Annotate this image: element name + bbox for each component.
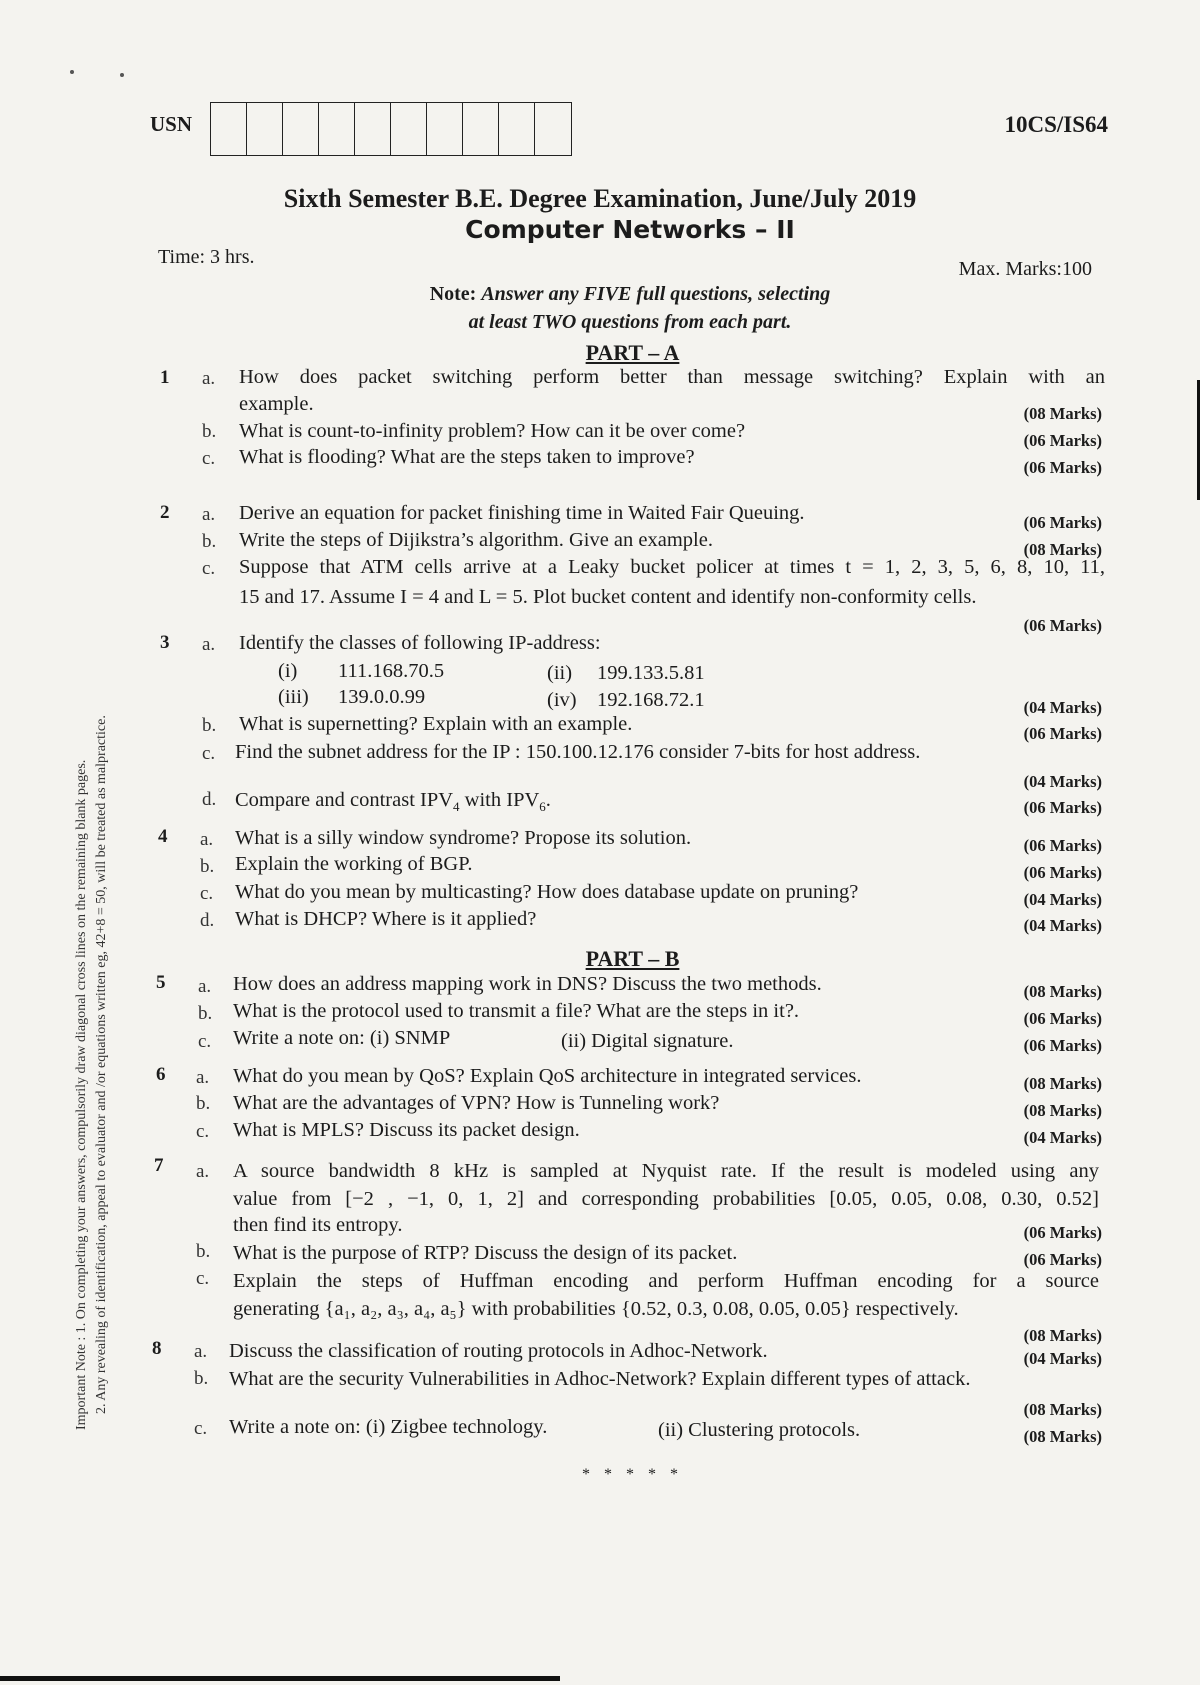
text-segment: Compare and contrast IPV — [235, 789, 454, 811]
subpart-label: c. — [198, 1031, 212, 1052]
marks-label: (04 Marks) — [1023, 890, 1102, 909]
marks-label: (08 Marks) — [1023, 1074, 1102, 1093]
question-text: Explain the working of BGP. — [235, 853, 473, 875]
side-note-line-2: 2. Any revealing of identification, appeal to evaluator and /or equations written eg, 42+8 = 50, will be treated as malpractice. — [94, 715, 109, 1414]
question-text: 15 and 17. Assume I = 4 and L = 5. Plot bucket content and identify non-conformity cells. — [239, 586, 977, 608]
question-text: Write a note on: (i) Zigbee technology. — [229, 1416, 548, 1438]
question-text: Find the subnet address for the IP : 150.100.12.176 consider 7-bits for host address. — [235, 741, 921, 763]
question-text: generating {a₁, a₂, a₃, a₄, a₅} with probabilities {0.52, 0.3, 0.08, 0.05, 0.05} respectively. — [233, 1298, 959, 1320]
subpart-label: b. — [202, 531, 217, 552]
part-b-heading: PART – B — [585, 946, 680, 971]
usn-box — [427, 103, 463, 155]
note-line-1: Answer any FIVE full questions, selecting — [481, 283, 831, 305]
question-text: What do you mean by multicasting? How does database update on pruning? — [235, 881, 859, 903]
subpart-label: b. — [196, 1241, 211, 1262]
subpart-label: b. — [196, 1093, 211, 1114]
marks-label: (06 Marks) — [1023, 458, 1102, 477]
ip-label: (ii) — [547, 662, 573, 684]
question-text: What is DHCP? Where is it applied? — [235, 908, 537, 930]
subpart-label: c. — [202, 448, 216, 469]
usn-box — [463, 103, 499, 155]
subpart-label: a. — [198, 976, 212, 997]
question-number: 8 — [152, 1338, 162, 1359]
question-text: What is count-to-infinity problem? How can it be over come? — [239, 420, 746, 442]
question-text: value from [−2 , −1, 0, 1, 2] and corresponding probabilities [0.05, 0.05, 0.08, 0.30, 0.52] — [233, 1188, 1099, 1210]
exam-title: Sixth Semester B.E. Degree Examination, June/July 2019 — [283, 184, 917, 213]
question-text: Write a note on: (i) SNMP — [233, 1027, 451, 1049]
marks-label: (04 Marks) — [1023, 1349, 1102, 1368]
usn-box — [247, 103, 283, 155]
subpart-label: a. — [194, 1341, 208, 1362]
marks-label: (08 Marks) — [1023, 1427, 1102, 1446]
question-text: What is supernetting? Explain with an example. — [239, 713, 633, 735]
question-text: What is flooding? What are the steps taken to improve? — [239, 446, 695, 468]
marks-label: (06 Marks) — [1023, 1009, 1102, 1028]
question-text: example. — [239, 393, 314, 415]
side-note-line-1: Important Note : 1. On completing your answers, compulsorily draw diagonal cross lines on the remaining blank pages. — [74, 759, 89, 1430]
marks-label: (06 Marks) — [1023, 431, 1102, 450]
question-text: What are the advantages of VPN? How is Tunneling work? — [233, 1092, 720, 1114]
subpart-label: a. — [202, 634, 216, 655]
subpart-label: b. — [200, 856, 215, 877]
marks-label: (06 Marks) — [1023, 513, 1102, 532]
question-text — [235, 789, 551, 815]
usn-box — [283, 103, 319, 155]
marks-label: (06 Marks) — [1023, 616, 1102, 635]
instructions-note — [0, 280, 1200, 336]
marks-label: (08 Marks) — [1023, 1326, 1102, 1345]
subject-title: Computer Networks – II — [465, 215, 795, 244]
course-code: 10CS/IS64 — [1004, 112, 1108, 137]
question-text: Explain the steps of Huffman encoding and perform Huffman encoding for a source — [233, 1270, 1099, 1292]
subpart-label: d. — [202, 789, 217, 810]
marks-label: (04 Marks) — [1023, 916, 1102, 935]
ip-address: 139.0.0.99 — [338, 686, 426, 708]
marks-label: (08 Marks) — [1023, 404, 1102, 423]
question-text: What is the protocol used to transmit a file? What are the steps in it?. — [233, 1000, 800, 1022]
question-text: A source bandwidth 8 kHz is sampled at Nyquist rate. If the result is modeled using any — [233, 1160, 1099, 1182]
question-text: What is the purpose of RTP? Discuss the design of its packet. — [233, 1242, 738, 1264]
question-number: 6 — [156, 1064, 166, 1085]
exam-duration: Time: 3 hrs. — [158, 246, 255, 268]
question-text: What are the security Vulnerabilities in Adhoc-Network? Explain different types of attack. — [229, 1368, 971, 1390]
text-segment: with IPV — [459, 789, 540, 811]
subpart-label: b. — [202, 715, 217, 736]
marks-label: (06 Marks) — [1023, 724, 1102, 743]
max-marks: Max. Marks:100 — [958, 258, 1092, 280]
question-text: Identify the classes of following IP-address: — [239, 632, 601, 654]
subpart-label: b. — [202, 421, 217, 442]
question-text: (ii) Digital signature. — [561, 1030, 734, 1052]
subpart-label: a. — [196, 1161, 210, 1182]
question-text: Suppose that ATM cells arrive at a Leaky bucket policer at times t = 1, 2, 3, 5, 6, 8, 10, 11, — [239, 556, 1105, 578]
question-number: 2 — [160, 502, 170, 523]
marks-label: (06 Marks) — [1023, 1036, 1102, 1055]
question-number: 4 — [158, 826, 168, 847]
end-of-paper-stars: * * * * * — [582, 1466, 683, 1483]
marks-label: (08 Marks) — [1023, 540, 1102, 559]
marks-label: (08 Marks) — [1023, 1101, 1102, 1120]
subpart-label: a. — [202, 368, 216, 389]
marks-label: (08 Marks) — [1023, 1400, 1102, 1419]
marks-label: (08 Marks) — [1023, 982, 1102, 1001]
marks-label: (06 Marks) — [1023, 1250, 1102, 1269]
scan-speck — [70, 70, 74, 74]
question-text: Derive an equation for packet finishing time in Waited Fair Queuing. — [239, 502, 805, 524]
marks-label: (04 Marks) — [1023, 772, 1102, 791]
usn-box — [319, 103, 355, 155]
subpart-label: c. — [194, 1418, 208, 1439]
ip-label: (i) — [278, 660, 298, 682]
question-text: How does an address mapping work in DNS? Discuss the two methods. — [233, 973, 822, 995]
question-text: (ii) Clustering protocols. — [658, 1419, 861, 1441]
marks-label: (06 Marks) — [1023, 798, 1102, 817]
question-text: What do you mean by QoS? Explain QoS architecture in integrated services. — [233, 1065, 862, 1087]
scan-speck — [120, 73, 124, 77]
ip-address: 111.168.70.5 — [338, 660, 445, 682]
question-text: What is a silly window syndrome? Propose its solution. — [235, 827, 692, 849]
side-important-note — [72, 330, 112, 1430]
question-text: How does packet switching perform better than message switching? Explain with an — [239, 366, 1105, 388]
marks-label: (06 Marks) — [1023, 836, 1102, 855]
marks-label: (06 Marks) — [1023, 1223, 1102, 1242]
question-text: What is MPLS? Discuss its packet design. — [233, 1119, 580, 1141]
subpart-label: c. — [200, 883, 214, 904]
subscript: 6 — [539, 799, 546, 815]
question-number: 3 — [160, 632, 170, 653]
question-number: 1 — [160, 367, 170, 388]
marks-label: (06 Marks) — [1023, 863, 1102, 882]
subpart-label: c. — [196, 1121, 210, 1142]
question-text: Discuss the classification of routing protocols in Adhoc-Network. — [229, 1340, 768, 1362]
question-number: 5 — [156, 972, 166, 993]
ip-address: 192.168.72.1 — [597, 689, 705, 711]
question-number: 7 — [154, 1155, 164, 1176]
note-prefix: Note: — [429, 283, 477, 305]
subpart-label: c. — [202, 743, 216, 764]
ip-address: 199.133.5.81 — [597, 662, 705, 684]
question-text: then find its entropy. — [233, 1214, 403, 1236]
part-a-heading: PART – A — [585, 340, 680, 365]
usn-box — [391, 103, 427, 155]
usn-box — [355, 103, 391, 155]
subpart-label: a. — [200, 829, 214, 850]
subpart-label: d. — [200, 910, 215, 931]
subpart-label: c. — [196, 1268, 210, 1289]
subpart-label: a. — [202, 504, 216, 525]
usn-box — [211, 103, 247, 155]
subscript: 4 — [453, 799, 460, 815]
usn-box — [499, 103, 535, 155]
scan-edge-line — [0, 1676, 560, 1681]
subpart-label: c. — [202, 558, 216, 579]
subpart-label: a. — [196, 1067, 210, 1088]
question-text: Write the steps of Dijikstra’s algorithm. Give an example. — [239, 529, 713, 551]
ip-label: (iv) — [547, 689, 577, 711]
text-segment: . — [545, 789, 551, 811]
marks-label: (04 Marks) — [1023, 1128, 1102, 1147]
usn-boxes — [210, 102, 572, 156]
subpart-label: b. — [198, 1003, 213, 1024]
subpart-label: b. — [194, 1368, 209, 1389]
usn-box — [535, 103, 571, 155]
note-line-2: at least TWO questions from each part. — [468, 311, 792, 333]
marks-label: (04 Marks) — [1023, 698, 1102, 717]
ip-label: (iii) — [278, 686, 309, 708]
usn-label: USN — [150, 112, 193, 136]
